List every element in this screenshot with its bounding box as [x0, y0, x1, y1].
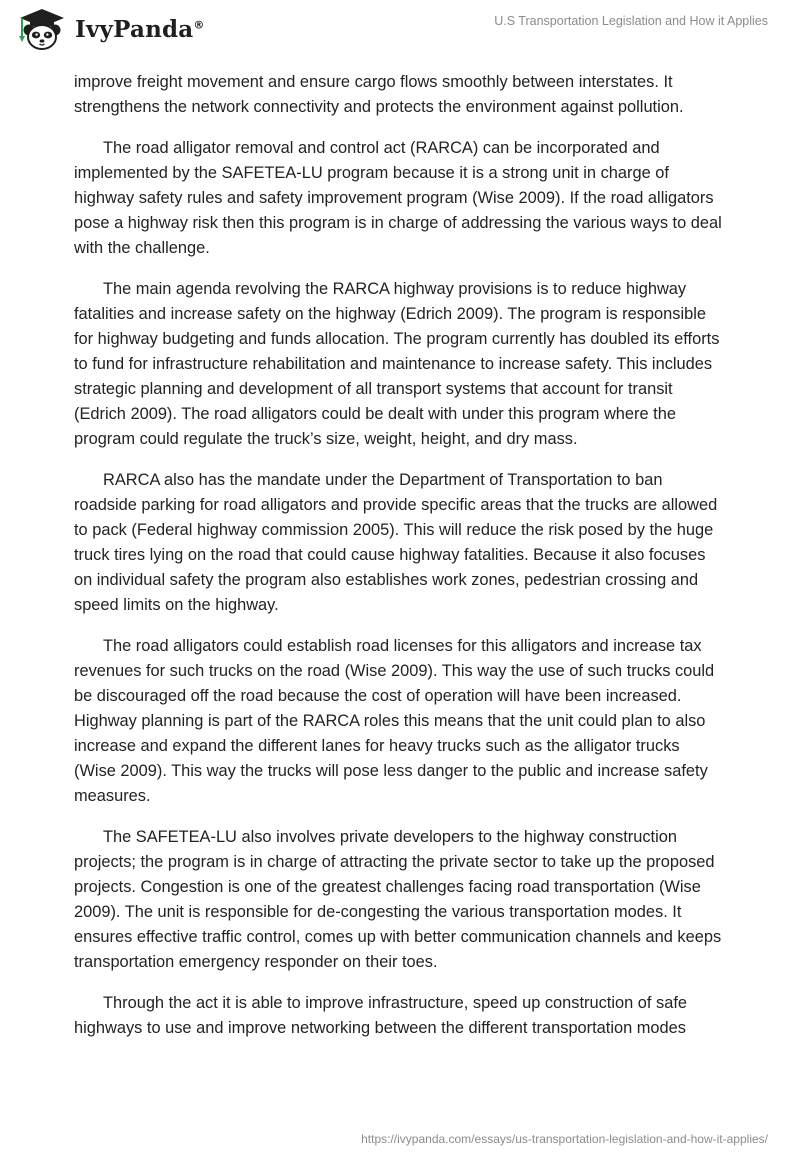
- panda-graduation-cap-icon: [14, 6, 70, 52]
- paragraph: The road alligator removal and control act (RARCA) can be incorporated and implemented by the SAFETEA-LU program because it is a strong unit in charge of highway safety rules and safety improvement program (Wise 2009). If the road alligators pose a highway risk then this program is in charge of addressing the various ways to deal with the challenge.: [74, 139, 722, 257]
- registered-mark: ®: [193, 17, 205, 31]
- paragraph: The road alligators could establish road licenses for this alligators and increase tax revenues for such trucks on the road (Wise 2009). This way the use of such trucks could be discouraged off the road because the cost of operation will have been increased. Highway planning is part of the RARCA roles this means that the unit could plan to also increase and expand the different lanes for heavy trucks such as the alligator trucks (Wise 2009). This way the trucks will pose less danger to the public and increase safety measures.: [74, 637, 715, 805]
- paragraph: The main agenda revolving the RARCA highway provisions is to reduce highway fatalities and increase safety on the highway (Edrich 2009). The program is responsible for highway budgeting and funds allocation. The program currently has doubled its efforts to fund for infrastructure rehabilitation and maintenance to increase safety. This includes strategic planning and development of all transport systems that account for transit (Edrich 2009). The road alligators could be dealt with under this program where the program could regulate the truck’s size, weight, height, and dry mass.: [74, 280, 720, 448]
- ivypanda-logo[interactable]: [14, 6, 205, 52]
- page-header: [0, 0, 800, 64]
- brand-name: IvyPanda®: [75, 15, 205, 43]
- document-title: U.S Transportation Legislation and How it Applies: [494, 14, 768, 28]
- paragraph: Through the act it is able to improve infrastructure, speed up construction of safe highways to use and improve networking between the different transportation modes: [74, 994, 687, 1037]
- paragraph: RARCA also has the mandate under the Department of Transportation to ban roadside parking for road alligators and provide specific areas that the trucks are allowed to pack (Federal highway commission 2005). This will reduce the risk posed by the huge truck tires lying on the road that could cause highway fatalities. Because it also focuses on individual safety the program also establishes work zones, pedestrian crossing and speed limits on the highway.: [74, 471, 718, 614]
- essay-body: [74, 70, 726, 1057]
- paragraph: The SAFETEA-LU also involves private developers to the highway construction projects; the program is in charge of attracting the private sector to take up the proposed projects. Congestion is one of the greatest challenges facing road transportation (Wise 2009). The unit is responsible for de-congesting the various transportation modes. It ensures effective traffic control, comes up with better communication channels and keeps transportation emergency responder on their toes.: [74, 828, 722, 971]
- source-url-link[interactable]: https://ivypanda.com/essays/us-transportation-legislation-and-how-it-applies/: [361, 1132, 768, 1146]
- paragraph-continuation: improve freight movement and ensure cargo flows smoothly between interstates. It strengthens the network connectivity and protects the environment against pollution.: [74, 73, 684, 116]
